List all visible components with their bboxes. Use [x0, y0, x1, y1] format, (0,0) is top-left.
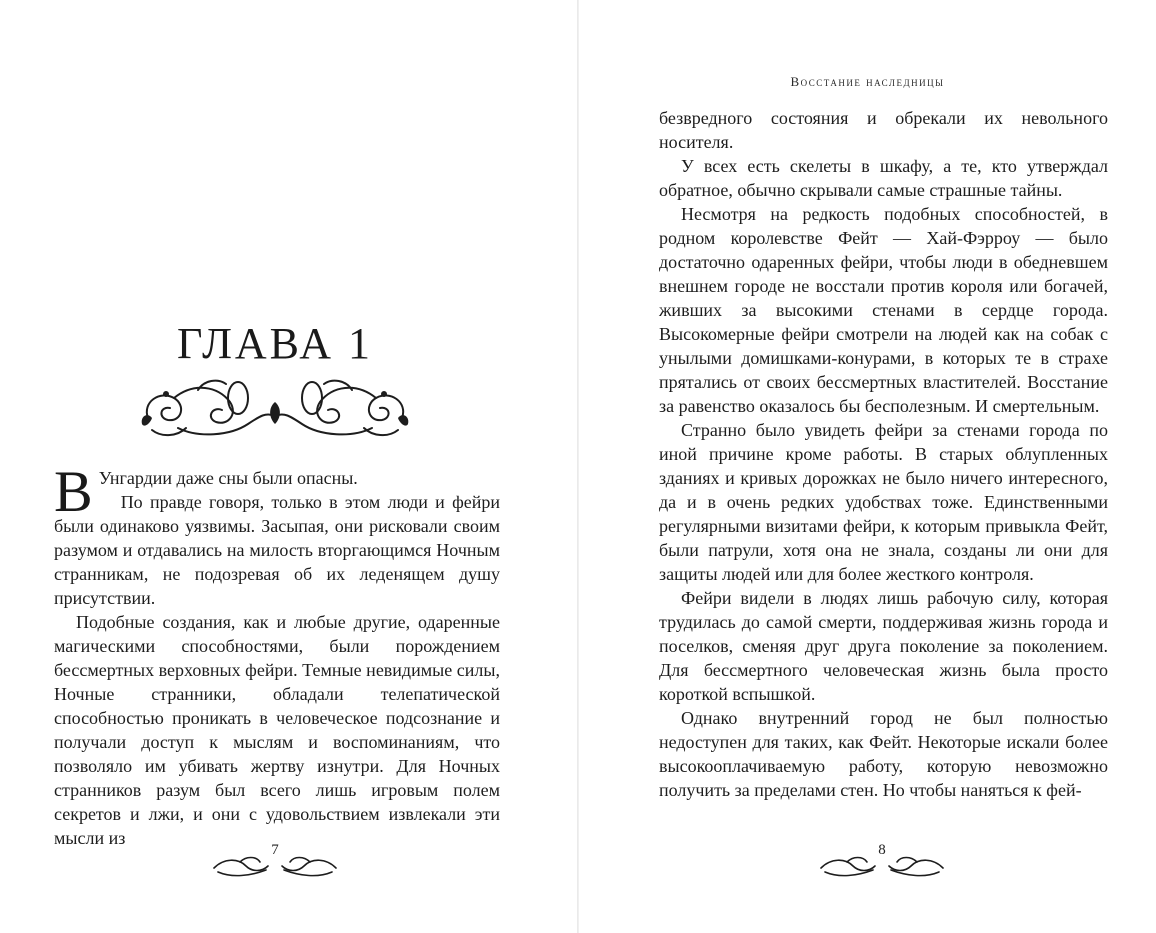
page-number: 7	[271, 842, 279, 858]
page-number-left	[210, 842, 340, 882]
page-number: 8	[878, 842, 886, 858]
right-page-text	[659, 106, 1108, 802]
paragraph: У всех есть скелеты в шкафу, а те, кто утверждал обратное, обычно скрывали самые страшные тайны.	[659, 156, 1108, 200]
chapter-flourish-ornament	[138, 372, 412, 444]
paragraph: безвредного состояния и обрекали их невольного носителя.	[659, 108, 1108, 152]
left-page	[0, 0, 577, 933]
paragraph: Фейри видели в людях лишь рабочую силу, которая трудилась до самой смерти, поддерживая жизнь города и поселков, сменяя друг друга поколение за поколением. Для бессмертного человеческая жизнь была просто короткой вспышкой.	[659, 588, 1108, 704]
right-page	[579, 0, 1156, 933]
left-page-text	[54, 459, 500, 850]
page-number-right	[817, 842, 947, 882]
paragraph: Однако внутренний город не был полностью недоступен для таких, как Фейт. Некоторые искали более высокооплачиваемую работу, которую невозможно получить за пределами стен. Но чтобы наняться к фей-	[659, 708, 1108, 800]
paragraph: Несмотря на редкость подобных способностей, в родном королевстве Фейт — Хай-Фэрроу — было достаточно одаренных фейри, чтобы люди в обедневшем внешнем городе не восстали против короля или богачей, живших за высокими стенами в сердце города. Высокомерные фейри смотрели на людей как на собак с унылыми домишками-конурами, в которых те в страхе прятались от своих бессмертных властителей. Восстание за равенство оказалось бы бесполезным. И смертельным.	[659, 204, 1108, 416]
paragraph: Подобные создания, как и любые другие, одаренные магическими способностями, были порождением бессмертных верховных фейри. Темные невидимые силы, Ночные странники, обладали телепатической способностью проникать в человеческое подсознание и получали доступ к мыслям и воспоминаниям, что позволяло им убивать жертву изнутри. Для Ночных странников разум был всего лишь игровым полем секретов и лжи, и они с удовольствием извлекали эти мысли из	[54, 612, 500, 848]
running-head: Восстание наследницы	[790, 74, 945, 89]
paragraph-text: Унгардии даже сны были опасны.	[98, 468, 358, 488]
paragraph: По правде говоря, только в этом люди и фейри были одинаково уязвимы. Засыпая, они рисковали своим разумом и отдавались на милость вторгающимся Ночным странникам, не подозревая об их леденящем душу присутствии.	[54, 492, 500, 608]
chapter-title: ГЛАВА 1	[176, 319, 374, 368]
paragraph	[54, 459, 500, 524]
drop-cap: В	[54, 459, 93, 524]
paragraph: Странно было увидеть фейри за стенами города по иной причине кроме работы. В старых облупленных зданиях и кривых дорожках не было ничего интересного, да и в очень редких удобствах тоже. Единственными регулярными визитами фейри, к которым привыкла Фейт, были патрули, хотя она не знала, созданы ли они для защиты людей или для более жесткого контроля.	[659, 420, 1108, 584]
